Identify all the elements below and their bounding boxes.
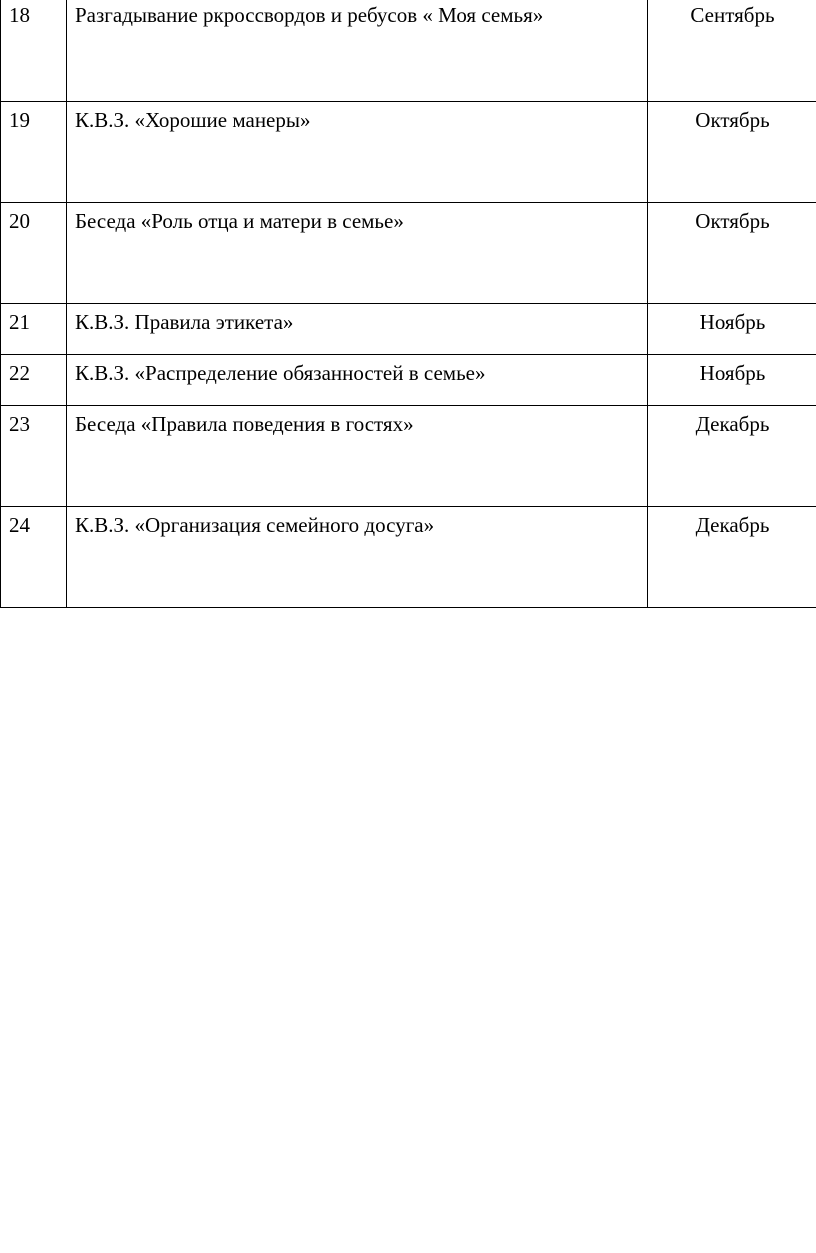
table-row	[1, 202, 816, 303]
event-title: К.В.З. «Хорошие манеры»	[67, 101, 648, 202]
event-month: Ноябрь	[648, 354, 816, 405]
row-number: 18	[1, 0, 67, 101]
event-month: Декабрь	[648, 405, 816, 506]
table-row	[1, 101, 816, 202]
event-title: К.В.З. «Организация семейного досуга»	[67, 506, 648, 607]
row-number: 19	[1, 101, 67, 202]
event-month: Октябрь	[648, 101, 816, 202]
event-title: К.В.З. Правила этикета»	[67, 303, 648, 354]
row-number: 23	[1, 405, 67, 506]
event-title: К.В.З. «Распределение обязанностей в семье»	[67, 354, 648, 405]
row-number: 21	[1, 303, 67, 354]
table-row	[1, 506, 816, 607]
row-number: 20	[1, 202, 67, 303]
event-title: Беседа «Правила поведения в гостях»	[67, 405, 648, 506]
event-month: Сентябрь	[648, 0, 816, 101]
event-month: Октябрь	[648, 202, 816, 303]
events-table	[0, 0, 816, 608]
table-row	[1, 303, 816, 354]
event-month: Декабрь	[648, 506, 816, 607]
table-row	[1, 405, 816, 506]
event-month: Ноябрь	[648, 303, 816, 354]
event-title: Беседа «Роль отца и матери в семье»	[67, 202, 648, 303]
event-title: Разгадывание ркроссвордов и ребусов « Моя семья»	[67, 0, 648, 101]
table-row	[1, 0, 816, 101]
table-row	[1, 354, 816, 405]
row-number: 22	[1, 354, 67, 405]
row-number: 24	[1, 506, 67, 607]
